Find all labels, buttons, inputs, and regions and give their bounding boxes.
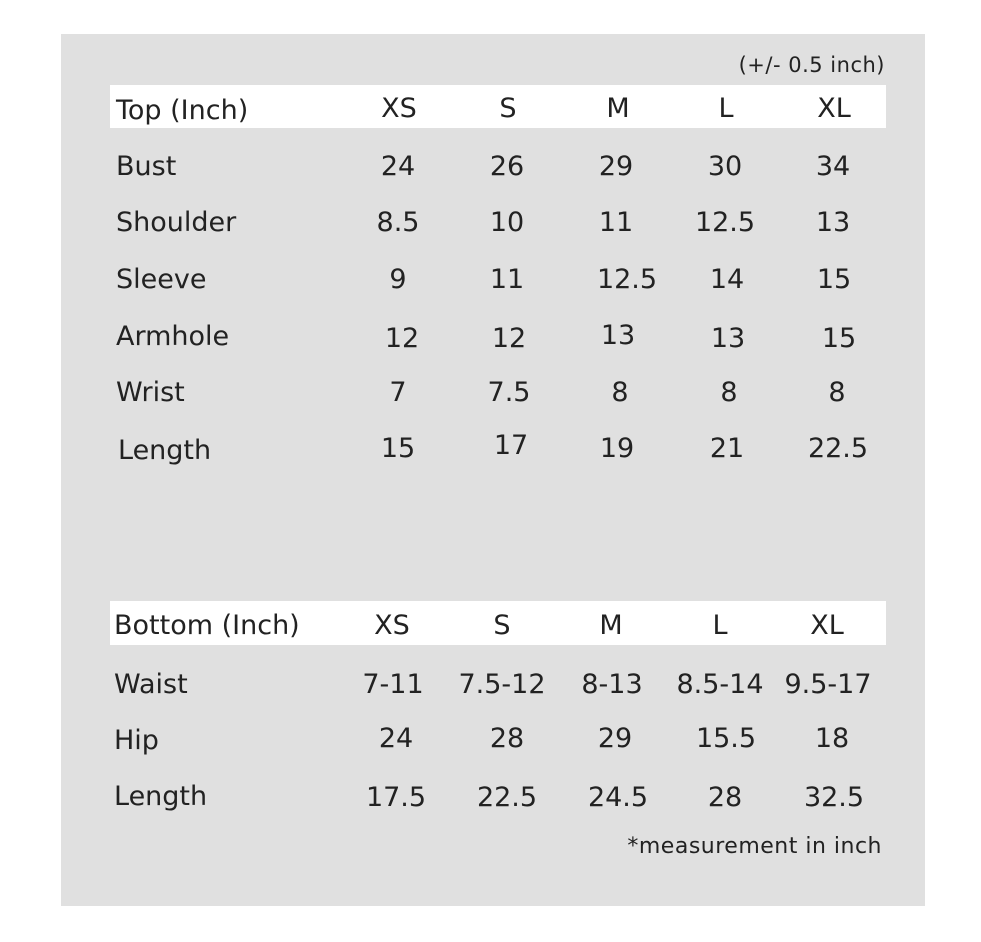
table-cell: 9	[389, 264, 407, 295]
row-label-hip: Hip	[114, 725, 159, 756]
table-cell: 13	[710, 323, 746, 354]
table-cell: 17	[493, 430, 529, 461]
table-cell: 28	[489, 723, 525, 754]
top-size-l: L	[718, 93, 734, 124]
table-cell: 28	[707, 782, 743, 813]
table-cell: 32.5	[803, 782, 865, 813]
table-cell: 8-13	[581, 669, 643, 700]
table-cell: 10	[489, 207, 525, 238]
table-cell: 21	[709, 433, 745, 464]
top-size-xs: XS	[381, 93, 417, 124]
table-cell: 29	[598, 151, 634, 182]
table-cell: 30	[707, 151, 743, 182]
table-cell: 12	[491, 323, 527, 354]
table-cell: 18	[814, 723, 850, 754]
top-size-s: S	[499, 93, 517, 124]
table-cell: 24.5	[587, 782, 649, 813]
table-cell: 22.5	[807, 433, 869, 464]
bottom-table-title: Bottom (Inch)	[114, 610, 300, 641]
bottom-size-xl: XL	[810, 610, 844, 641]
table-cell: 29	[597, 723, 633, 754]
table-cell: 15	[816, 264, 852, 295]
row-label-length: Length	[114, 781, 208, 812]
table-cell: 24	[378, 723, 414, 754]
bottom-size-m: M	[599, 610, 623, 641]
bottom-size-xs: XS	[374, 610, 410, 641]
table-cell: 12.5	[596, 264, 658, 295]
table-cell: 8.5-14	[676, 669, 764, 700]
row-label-wrist: Wrist	[116, 377, 185, 408]
table-cell: 12	[384, 323, 420, 354]
footnote: *measurement in inch	[627, 834, 882, 859]
bottom-size-l: L	[712, 610, 728, 641]
table-cell: 14	[709, 264, 745, 295]
tolerance-note: (+/- 0.5 inch)	[738, 53, 885, 77]
table-cell: 13	[815, 207, 851, 238]
table-cell: 11	[598, 207, 634, 238]
row-label-waist: Waist	[114, 669, 188, 700]
table-cell: 8	[720, 377, 738, 408]
table-cell: 22.5	[476, 782, 538, 813]
table-cell: 12.5	[694, 207, 756, 238]
table-cell: 19	[599, 433, 635, 464]
row-label-sleeve: Sleeve	[116, 264, 207, 295]
table-cell: 34	[815, 151, 851, 182]
row-label-armhole: Armhole	[116, 321, 230, 352]
row-label-shoulder: Shoulder	[116, 207, 237, 238]
top-table-title: Top (Inch)	[116, 95, 249, 126]
table-cell: 7.5	[487, 377, 531, 408]
bottom-size-s: S	[493, 610, 511, 641]
table-cell: 7	[389, 377, 407, 408]
top-size-xl: XL	[817, 93, 851, 124]
table-cell: 7.5-12	[458, 669, 546, 700]
table-cell: 26	[489, 151, 525, 182]
table-cell: 15.5	[695, 723, 757, 754]
table-cell: 7-11	[362, 669, 424, 700]
top-size-m: M	[606, 93, 630, 124]
table-cell: 8	[828, 377, 846, 408]
table-cell: 15	[380, 433, 416, 464]
table-cell: 17.5	[365, 782, 427, 813]
table-cell: 15	[821, 323, 857, 354]
row-label-length: Length	[118, 435, 212, 466]
table-cell: 13	[600, 320, 636, 351]
table-cell: 24	[380, 151, 416, 182]
table-cell: 11	[489, 264, 525, 295]
row-label-bust: Bust	[116, 151, 177, 182]
table-cell: 8	[611, 377, 629, 408]
table-cell: 9.5-17	[784, 669, 872, 700]
table-cell: 8.5	[376, 207, 420, 238]
